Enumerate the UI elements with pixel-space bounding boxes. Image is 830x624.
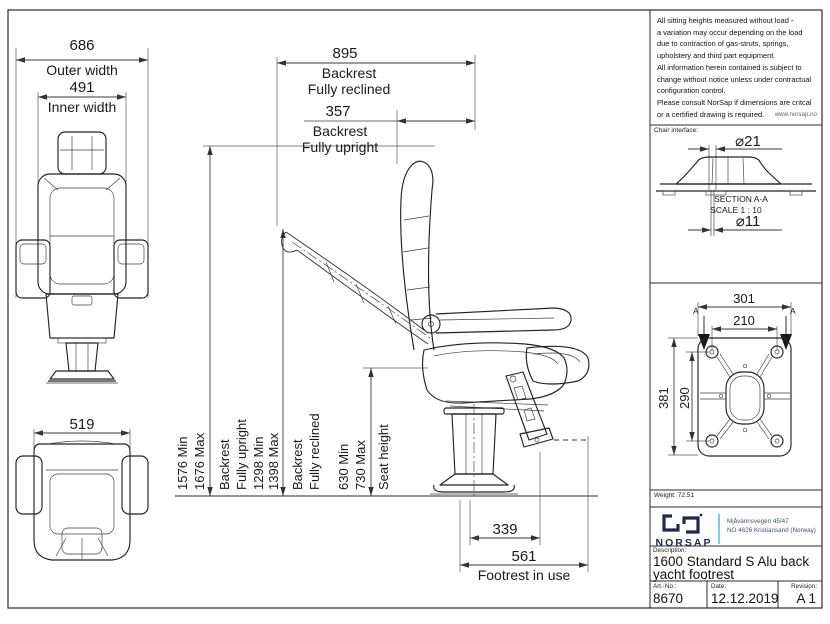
dim-357: 357 bbox=[325, 103, 351, 120]
upright-width-label-1: Backrest bbox=[312, 123, 368, 139]
address-line-2: NO 4626 Kristiansand (Norway) bbox=[727, 527, 816, 534]
address-line-1: Mjåvannsvegen 45/47 bbox=[727, 518, 789, 525]
dim-290: 290 bbox=[677, 387, 692, 409]
dim-519: 519 bbox=[69, 416, 95, 433]
outer-width-label: Outer width bbox=[46, 62, 118, 78]
dim-630-min: 630 Min bbox=[336, 443, 351, 490]
brand-name: NORSAP bbox=[655, 537, 713, 549]
section-marker-a-left: A bbox=[693, 306, 699, 316]
website-link: www.norsap.no bbox=[774, 111, 817, 118]
dim-491: 491 bbox=[69, 79, 95, 96]
revision-label: Revision: bbox=[791, 583, 817, 590]
description-line-2: yacht footrest bbox=[653, 567, 735, 582]
note-line: a variation may occur depending on the load bbox=[657, 27, 803, 37]
side-view-drawing bbox=[175, 55, 598, 572]
upright-width-label-2: Fully upright bbox=[301, 139, 379, 155]
dim-1676-max: 1676 Max bbox=[192, 432, 207, 490]
note-line: configuration control. bbox=[657, 86, 726, 96]
weight-label: Weight: 72.51 bbox=[654, 492, 694, 499]
description-line-1: 1600 Standard S Alu back bbox=[653, 554, 810, 569]
dim-1398-max: 1398 Max bbox=[266, 432, 281, 490]
date-label: Date: bbox=[711, 583, 727, 590]
description-label: Description: bbox=[653, 547, 687, 554]
base-top-view-drawing bbox=[668, 302, 792, 456]
reclined-width-label-1: Backrest bbox=[321, 65, 377, 81]
upright-height-label-1: Backrest bbox=[217, 439, 232, 490]
section-marker-a-right: A bbox=[790, 306, 796, 316]
dim-dia-11: ⌀11 bbox=[735, 213, 761, 230]
dim-381: 381 bbox=[656, 387, 671, 409]
reclined-height-label-2: Fully reclined bbox=[307, 413, 322, 490]
inner-width-label: Inner width bbox=[47, 99, 117, 115]
norsap-logo-icon bbox=[660, 512, 706, 536]
chair-interface-label: Chair interface: bbox=[654, 127, 699, 134]
dim-895: 895 bbox=[332, 45, 358, 62]
dim-210: 210 bbox=[733, 313, 755, 328]
section-scale: SCALE 1 : 10 bbox=[710, 205, 762, 215]
art-no-label: Art.-No.: bbox=[653, 583, 677, 590]
note-line: upholstery and third part equipment. bbox=[657, 51, 776, 61]
note-line: All sitting heights measured without load - bbox=[657, 16, 794, 25]
dim-301: 301 bbox=[733, 291, 755, 306]
seat-top-view-drawing bbox=[16, 429, 148, 560]
dim-1576-min: 1576 Min bbox=[175, 436, 190, 490]
dim-1298-min: 1298 Min bbox=[251, 436, 266, 490]
dim-730-max: 730 Max bbox=[353, 440, 368, 490]
dim-561: 561 bbox=[511, 548, 537, 565]
section-title: SECTION A-A bbox=[714, 194, 768, 204]
upright-height-label-2: Fully upright bbox=[234, 419, 249, 490]
reclined-height-label-1: Backrest bbox=[290, 439, 305, 490]
seat-height-label: Seat height bbox=[376, 424, 391, 490]
date-value: 12.12.2019 bbox=[711, 591, 779, 606]
general-notes bbox=[657, 15, 821, 120]
note-line: change without notice unless under contractual bbox=[657, 74, 812, 84]
dim-339: 339 bbox=[492, 521, 518, 538]
note-line: Please consult NorSap if dimensions are critcal bbox=[657, 97, 812, 107]
note-line: All information herein contained is subject to bbox=[657, 62, 802, 72]
note-line: or a certified drawing is required. bbox=[657, 109, 765, 119]
art-no-value: 8670 bbox=[653, 591, 684, 606]
note-line: due to contraction of gas-struts, springs, bbox=[657, 39, 789, 49]
dim-686: 686 bbox=[69, 37, 95, 54]
dim-dia-21: ⌀21 bbox=[735, 133, 761, 150]
revision-value: A 1 bbox=[796, 591, 816, 606]
reclined-width-label-2: Fully reclined bbox=[307, 81, 391, 97]
footrest-label: Footrest in use bbox=[477, 567, 571, 583]
